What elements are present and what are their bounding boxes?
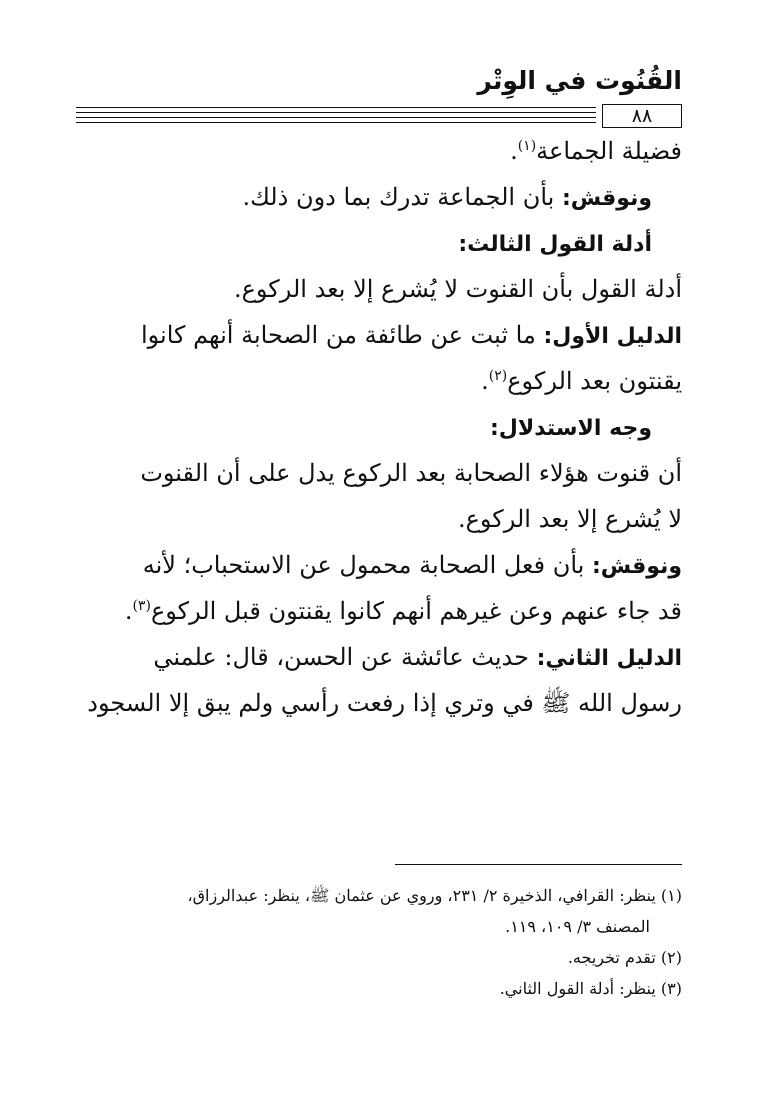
footnote-ref: (٣) (132, 598, 151, 614)
text-line (76, 496, 682, 542)
text-line (76, 128, 682, 174)
text-span: فضيلة الجماعة (536, 137, 682, 165)
section-heading (76, 220, 682, 266)
footnotes (72, 880, 682, 1004)
heading-text: وجه الاستدلال: (489, 416, 652, 441)
text-line (76, 680, 682, 726)
text-span: لا يُشرع إلا بعد الركوع. (457, 505, 682, 533)
header-rule-line (76, 112, 596, 113)
heading-text: أدلة القول الثالث: (458, 232, 652, 257)
text-line (76, 358, 682, 404)
header-rule-line (76, 117, 596, 118)
text-line (76, 174, 682, 220)
bold-label: الدليل الثاني: (536, 646, 682, 671)
footnote-3: (٣) ينظر: أدلة القول الثاني. (499, 979, 682, 998)
bold-label: ونوقش: (591, 554, 682, 579)
text-span: قد جاء عنهم وعن غيرهم أنهم كانوا يقنتون قبل الركوع (150, 597, 682, 625)
bold-label: ونوقش: (561, 186, 652, 211)
running-title: القُنُوت في الوِتْر (477, 66, 682, 95)
text-span: حديث عائشة عن الحسن، قال: علمني (153, 643, 537, 671)
text-line (76, 588, 682, 634)
page-number: ٨٨ (602, 104, 682, 128)
footnote-1: (١) ينظر: القرافي، الذخيرة ٢/ ٢٣١، وروي عن عثمان ﷺ، ينظر: عبدالرزاق، (187, 886, 682, 905)
footnote-ref: (١) (517, 138, 537, 154)
header-rule (76, 104, 682, 126)
text-span: أدلة القول بأن القنوت لا يُشرع إلا بعد الركوع. (233, 275, 682, 303)
section-heading (76, 404, 682, 450)
text-span: يقنتون بعد الركوع (507, 367, 682, 395)
text-span: . (481, 367, 489, 395)
footnote-2: (٢) تقدم تخريجه. (567, 948, 682, 967)
text-line (76, 450, 682, 496)
text-span: بأن الجماعة تدرك بما دون ذلك. (242, 183, 562, 211)
text-span: بأن فعل الصحابة محمول عن الاستحباب؛ لأنه (142, 551, 592, 579)
footnote-ref: (٢) (488, 368, 508, 384)
header-rule-line (76, 107, 596, 108)
header-rule-line (76, 122, 596, 123)
text-line (76, 542, 682, 588)
bold-label: الدليل الأول: (543, 324, 682, 349)
text-span: . (124, 597, 133, 625)
text-line (76, 312, 682, 358)
text-span: أن قنوت هؤلاء الصحابة بعد الركوع يدل على أن القنوت (140, 459, 682, 487)
footnote-separator (395, 864, 682, 865)
text-span: ما ثبت عن طائفة من الصحابة أنهم كانوا (140, 321, 544, 349)
text-line (76, 634, 682, 680)
text-span: رسول الله ﷺ في وتري إذا رفعت رأسي ولم يبق إلا السجود (87, 689, 682, 717)
text-span: . (510, 137, 518, 165)
text-line (76, 266, 682, 312)
footnote-1-continuation: المصنف ٣/ ١٠٩، ١١٩. (505, 917, 650, 936)
body-text (76, 128, 682, 726)
